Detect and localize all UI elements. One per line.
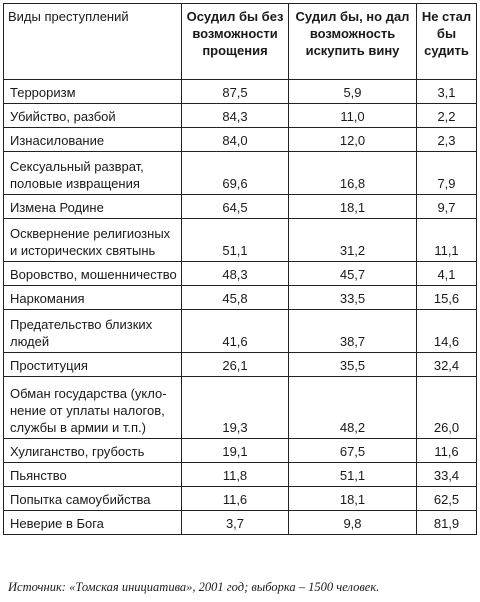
crime-type-cell: Предательство близких людей xyxy=(4,310,182,353)
crime-type-cell: Хулиганство, грубость xyxy=(4,439,182,463)
not-judge-cell: 9,7 xyxy=(417,195,477,219)
table-row xyxy=(4,377,477,439)
no-forgiveness-cell: 19,1 xyxy=(182,439,289,463)
redeem-guilt-cell: 33,5 xyxy=(289,286,417,310)
crime-type-cell: Попытка самоубийства xyxy=(4,487,182,511)
source-text: «Томская инициатива», 2001 год; выборка – 1500 человек. xyxy=(69,580,380,594)
redeem-guilt-cell: 11,0 xyxy=(289,104,417,128)
table-row xyxy=(4,487,477,511)
no-forgiveness-cell: 69,6 xyxy=(182,152,289,195)
redeem-guilt-cell: 67,5 xyxy=(289,439,417,463)
crime-type-cell: Сексуальный разврат, половые извращения xyxy=(4,152,182,195)
header-redeem-guilt: Судил бы, но дал возможность искупить вину xyxy=(289,4,417,80)
crime-type-cell: Проституция xyxy=(4,353,182,377)
not-judge-cell: 7,9 xyxy=(417,152,477,195)
crime-type-cell: Измена Родине xyxy=(4,195,182,219)
not-judge-cell: 62,5 xyxy=(417,487,477,511)
crime-type-cell: Терроризм xyxy=(4,80,182,104)
table-row xyxy=(4,80,477,104)
no-forgiveness-cell: 3,7 xyxy=(182,511,289,535)
no-forgiveness-cell: 45,8 xyxy=(182,286,289,310)
no-forgiveness-cell: 84,0 xyxy=(182,128,289,152)
not-judge-cell: 14,6 xyxy=(417,310,477,353)
crime-type-cell: Убийство, разбой xyxy=(4,104,182,128)
not-judge-cell: 3,1 xyxy=(417,80,477,104)
crime-type-cell: Изнасилование xyxy=(4,128,182,152)
redeem-guilt-cell: 5,9 xyxy=(289,80,417,104)
redeem-guilt-cell: 18,1 xyxy=(289,195,417,219)
not-judge-cell: 33,4 xyxy=(417,463,477,487)
table-row xyxy=(4,195,477,219)
not-judge-cell: 11,6 xyxy=(417,439,477,463)
not-judge-cell: 2,2 xyxy=(417,104,477,128)
table-row xyxy=(4,353,477,377)
table-row xyxy=(4,219,477,262)
crime-type-cell: Осквернение религиозных и исторических святынь xyxy=(4,219,182,262)
redeem-guilt-cell: 18,1 xyxy=(289,487,417,511)
no-forgiveness-cell: 41,6 xyxy=(182,310,289,353)
header-not-judge: Не стал бы судить xyxy=(417,4,477,80)
not-judge-cell: 81,9 xyxy=(417,511,477,535)
redeem-guilt-cell: 9,8 xyxy=(289,511,417,535)
table-row xyxy=(4,463,477,487)
no-forgiveness-cell: 64,5 xyxy=(182,195,289,219)
header-crime-type: Виды преступлений xyxy=(4,4,182,80)
no-forgiveness-cell: 51,1 xyxy=(182,219,289,262)
table-row xyxy=(4,128,477,152)
table-row xyxy=(4,286,477,310)
table-row xyxy=(4,104,477,128)
header-no-forgiveness: Осудил бы без возможности прощения xyxy=(182,4,289,80)
redeem-guilt-cell: 12,0 xyxy=(289,128,417,152)
table-row xyxy=(4,262,477,286)
table-row xyxy=(4,511,477,535)
redeem-guilt-cell: 35,5 xyxy=(289,353,417,377)
redeem-guilt-cell: 38,7 xyxy=(289,310,417,353)
crime-type-cell: Неверие в Бога xyxy=(4,511,182,535)
not-judge-cell: 2,3 xyxy=(417,128,477,152)
table-row xyxy=(4,152,477,195)
no-forgiveness-cell: 19,3 xyxy=(182,377,289,439)
not-judge-cell: 4,1 xyxy=(417,262,477,286)
not-judge-cell: 26,0 xyxy=(417,377,477,439)
no-forgiveness-cell: 26,1 xyxy=(182,353,289,377)
table-header-row xyxy=(4,4,477,80)
no-forgiveness-cell: 11,8 xyxy=(182,463,289,487)
not-judge-cell: 11,1 xyxy=(417,219,477,262)
crime-type-cell: Воровство, мошенничество xyxy=(4,262,182,286)
redeem-guilt-cell: 51,1 xyxy=(289,463,417,487)
no-forgiveness-cell: 84,3 xyxy=(182,104,289,128)
table-row xyxy=(4,439,477,463)
no-forgiveness-cell: 87,5 xyxy=(182,80,289,104)
redeem-guilt-cell: 45,7 xyxy=(289,262,417,286)
not-judge-cell: 15,6 xyxy=(417,286,477,310)
table-row xyxy=(4,310,477,353)
table-body xyxy=(4,80,477,535)
redeem-guilt-cell: 16,8 xyxy=(289,152,417,195)
crime-opinion-table xyxy=(3,3,477,535)
source-note xyxy=(8,580,379,595)
redeem-guilt-cell: 31,2 xyxy=(289,219,417,262)
no-forgiveness-cell: 48,3 xyxy=(182,262,289,286)
crime-type-cell: Обман государства (укло-нение от уплаты налогов, службы в армии и т.п.) xyxy=(4,377,182,439)
no-forgiveness-cell: 11,6 xyxy=(182,487,289,511)
crime-type-cell: Наркомания xyxy=(4,286,182,310)
crime-type-cell: Пьянство xyxy=(4,463,182,487)
redeem-guilt-cell: 48,2 xyxy=(289,377,417,439)
not-judge-cell: 32,4 xyxy=(417,353,477,377)
source-label: Источник: xyxy=(8,580,66,594)
